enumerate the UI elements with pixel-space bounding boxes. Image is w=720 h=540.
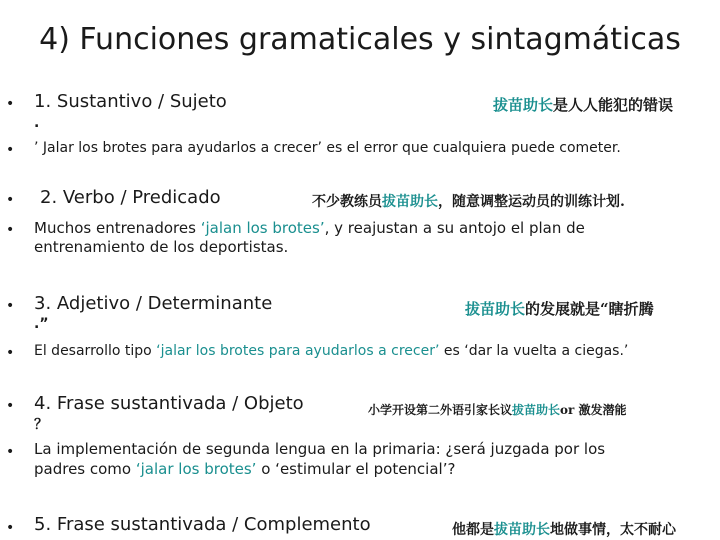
bullet-marker: • (6, 96, 15, 112)
chinese-pre: 不少教练员 (312, 194, 382, 210)
section-4-chinese-tail: ？ (34, 417, 48, 433)
bullet-marker: • (6, 142, 15, 158)
section-3-spanish: El desarrollo tipo ‘jalar los brotes para ayudarlos a crecer’ es ‘dar la vuelta a ciegas.’ (34, 343, 629, 359)
section-3-chinese (465, 298, 654, 319)
chinese-highlight: 拔苗助长 (465, 300, 526, 318)
chinese-highlight: 拔苗助长 (382, 194, 438, 210)
chinese-pre: 他都是 (452, 522, 494, 538)
chinese-highlight: 拔苗助长 (493, 96, 554, 114)
slide-title: 4) Funciones gramaticales y sintagmáticas (39, 22, 681, 57)
section-4-chinese (368, 401, 627, 418)
bullet-marker: • (6, 222, 15, 238)
section-4-spanish: La implementación de segunda lengua en la primaria: ¿será juzgada por los (34, 440, 606, 458)
section-2-heading: 2. Verbo / Predicado (40, 187, 221, 208)
chinese-rest: 的发展就是“瞎折腾 (525, 300, 654, 318)
section-3-chinese-tail: .” (34, 316, 49, 332)
spanish-highlight: ‘jalar los brotes’ (135, 460, 257, 478)
section-1-spanish: ’ Jalar los brotes para ayudarlos a crecer’ es el error que cualquiera puede cometer. (34, 140, 621, 156)
section-2-spanish-line2: entrenamiento de los deportistas. (34, 238, 289, 256)
section-1-heading: 1. Sustantivo / Sujeto (34, 91, 227, 112)
chinese-rest: ，随意调整运动员的训练计划. (438, 194, 625, 210)
section-4-spanish-line2: padres como ‘jalar los brotes’ o ‘estimular el potencial’? (34, 460, 456, 478)
section-3-heading: 3. Adjetivo / Determinante (34, 293, 273, 314)
section-5-chinese (452, 519, 676, 539)
spanish-highlight: ‘jalan los brotes’ (200, 219, 325, 237)
chinese-highlight: 拔苗助长 (494, 522, 550, 538)
bullet-marker: • (6, 345, 15, 361)
chinese-rest: 地做事情，太不耐心 (550, 522, 676, 538)
spanish-highlight: ‘jalar los brotes para ayudarlos a crecer’ (156, 343, 440, 359)
chinese-pre: 小学开设第二外语引家长议 (368, 403, 513, 417)
chinese-rest: 是人人能犯的错误 (553, 96, 674, 114)
section-4-heading: 4. Frase sustantivada / Objeto (34, 393, 304, 414)
section-2-spanish: Muchos entrenadores ‘jalan los brotes’, y reajustan a su antojo el plan de (34, 219, 585, 237)
section-5-heading: 5. Frase sustantivada / Complemento (34, 514, 371, 535)
bullet-marker: • (6, 398, 15, 414)
section-1-chinese (493, 94, 673, 115)
bullet-marker: • (6, 298, 15, 314)
chinese-rest: or 激发潜能 (560, 403, 627, 417)
bullet-marker: • (6, 520, 15, 536)
bullet-marker: • (6, 192, 15, 208)
section-2-chinese (312, 191, 625, 211)
section-1-chinese-tail: . (34, 115, 40, 131)
chinese-highlight: 拔苗助长 (512, 403, 561, 417)
bullet-marker: • (6, 444, 15, 460)
